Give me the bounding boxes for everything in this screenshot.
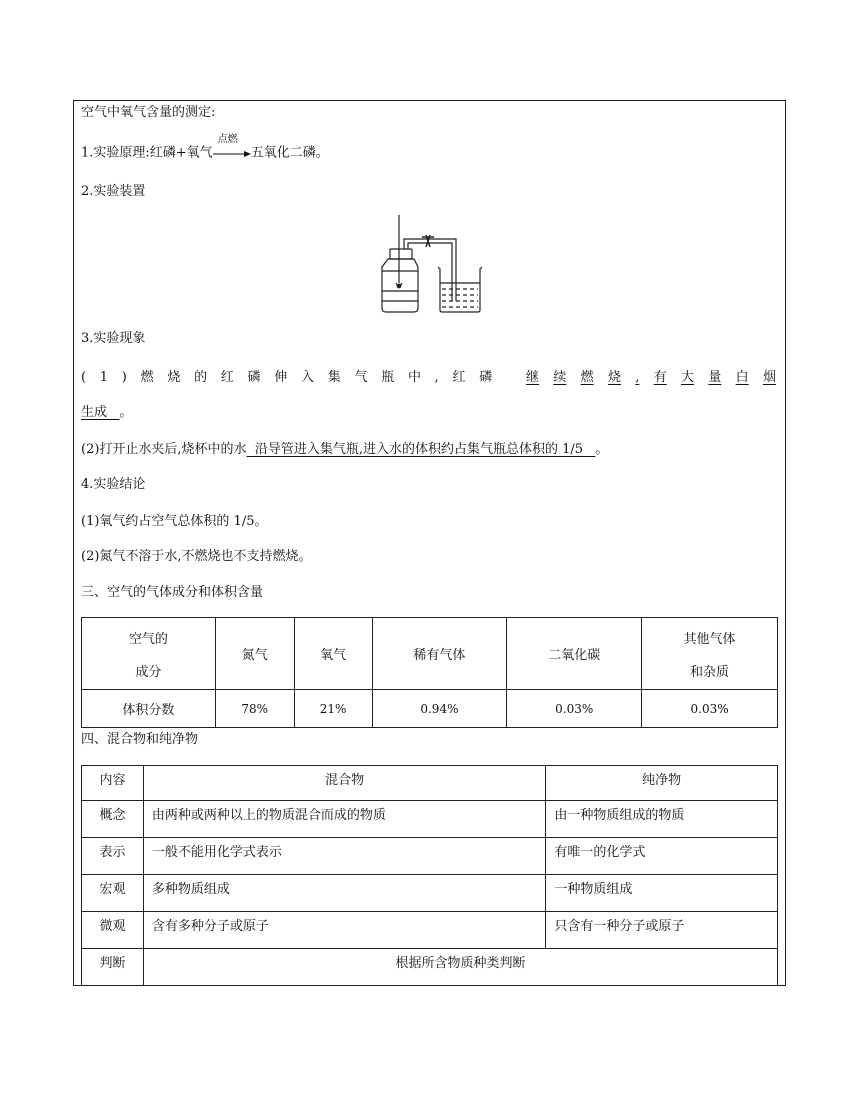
- phenomena-heading: 3.实验现象: [81, 331, 146, 346]
- char: (: [81, 370, 87, 385]
- char: 集: [327, 370, 341, 385]
- header-cell: 氮气: [215, 618, 294, 690]
- row-label: 表示: [82, 838, 144, 875]
- table-row: [82, 949, 778, 986]
- char: 大: [681, 370, 695, 385]
- phenomenon1-answer-end: 生成: [81, 405, 108, 420]
- value-cell: 78%: [215, 690, 294, 728]
- composition-title: 三、空气的气体成分和体积含量: [81, 585, 264, 600]
- char: 燃: [580, 370, 594, 385]
- char: 继: [526, 370, 540, 385]
- char: 烧: [607, 370, 621, 385]
- conclusion-heading: 4.实验结论: [81, 477, 146, 492]
- period: 。: [119, 405, 133, 420]
- principle-suffix: 五氧化二磷。: [250, 145, 329, 161]
- stopper: [390, 249, 412, 259]
- table-row: [82, 838, 778, 875]
- table-row: [82, 875, 778, 912]
- arrow-icon: [213, 150, 251, 158]
- phenomenon2-line: [81, 441, 608, 459]
- principle-prefix: 1.实验原理:红磷+氧气: [81, 145, 213, 161]
- char: 燃: [140, 370, 154, 385]
- char: ,: [635, 370, 640, 385]
- header-cell: 混合物: [143, 766, 545, 801]
- phenomenon1-line2: [81, 404, 132, 422]
- char: ,: [434, 370, 439, 385]
- char: 伸: [274, 370, 288, 385]
- composition-header-row: [82, 618, 778, 690]
- header-cell: 二氧化碳: [507, 618, 642, 690]
- reaction-arrow: [213, 134, 251, 162]
- char: 量: [708, 370, 722, 385]
- composition-table: [81, 617, 778, 728]
- mixture-table: [81, 765, 778, 986]
- composition-value-row: [82, 690, 778, 728]
- pure-cell: 一种物质组成: [546, 875, 778, 912]
- mixture-header-row: [82, 766, 778, 801]
- char: 的: [194, 370, 208, 385]
- char: 白: [735, 370, 749, 385]
- conclusion-1: (1)氧气约占空气总体积的 1/5。: [81, 514, 268, 529]
- conclusion-2: (2)氮气不溶于水,不燃烧也不支持燃烧。: [81, 549, 312, 564]
- char: ): [121, 370, 127, 385]
- row-label: 宏观: [82, 875, 144, 912]
- header-line: 其他气体: [683, 631, 736, 647]
- phenomenon2-prefix: (2)打开止水夹后,烧杯中的水: [81, 442, 247, 457]
- row-label: 微观: [82, 912, 144, 949]
- header-cell: [642, 618, 778, 690]
- char: 气: [354, 370, 368, 385]
- char: 瓶: [381, 370, 395, 385]
- char: 磷: [247, 370, 261, 385]
- row-label: 体积分数: [82, 690, 216, 728]
- pure-cell: 有唯一的化学式: [546, 838, 778, 875]
- red-phosphorus: [397, 284, 401, 288]
- char: 有: [653, 370, 667, 385]
- char: 1: [99, 370, 109, 385]
- header-line: 空气的: [128, 631, 168, 647]
- header-cell: 氧气: [294, 618, 372, 690]
- char: 中: [407, 370, 421, 385]
- table-row: [82, 912, 778, 949]
- phenomenon1-line1: [81, 369, 776, 387]
- mixture-cell: 由两种或两种以上的物质混合而成的物质: [143, 801, 545, 838]
- row-label: 概念: [82, 801, 144, 838]
- mixture-cell: 多种物质组成: [143, 875, 545, 912]
- mixture-title: 四、混合物和纯净物: [81, 732, 199, 747]
- char: 红: [452, 370, 466, 385]
- header-line: 成分: [135, 664, 162, 680]
- pure-cell: 由一种物质组成的物质: [546, 801, 778, 838]
- apparatus-heading: 2.实验装置: [81, 184, 146, 199]
- char: 烧: [167, 370, 181, 385]
- phenomenon2-answer: 沿导管进入集气瓶,进入水的体积约占集气瓶总体积的 1/5: [254, 442, 584, 457]
- char: 烟: [762, 370, 776, 385]
- char: 红: [220, 370, 234, 385]
- principle-line: [81, 134, 329, 163]
- header-cell: 纯净物: [546, 766, 778, 801]
- mixture-cell: 一般不能用化学式表示: [143, 838, 545, 875]
- delivery-tube: [404, 239, 456, 301]
- header-cell: 稀有气体: [372, 618, 507, 690]
- section-title: 空气中氧气含量的测定:: [81, 105, 216, 120]
- reaction-condition: 点燃: [217, 134, 238, 145]
- table-row: [82, 801, 778, 838]
- period: 。: [595, 442, 609, 457]
- row-label: 判断: [82, 949, 144, 986]
- char: 续: [553, 370, 567, 385]
- header-cell: 内容: [82, 766, 144, 801]
- phenomenon1-answer: [506, 369, 776, 387]
- apparatus-diagram: [378, 213, 488, 315]
- header-line: 和杂质: [690, 664, 730, 680]
- value-cell: 0.03%: [642, 690, 778, 728]
- pure-cell: 只含有一种分子或原子: [546, 912, 778, 949]
- value-cell: 0.03%: [507, 690, 642, 728]
- value-cell: 0.94%: [372, 690, 507, 728]
- header-cell: [82, 618, 216, 690]
- mixture-cell: 含有多种分子或原子: [143, 912, 545, 949]
- char: 入: [301, 370, 315, 385]
- char: 磷: [479, 370, 493, 385]
- judge-cell: 根据所含物质种类判断: [143, 949, 777, 986]
- value-cell: 21%: [294, 690, 372, 728]
